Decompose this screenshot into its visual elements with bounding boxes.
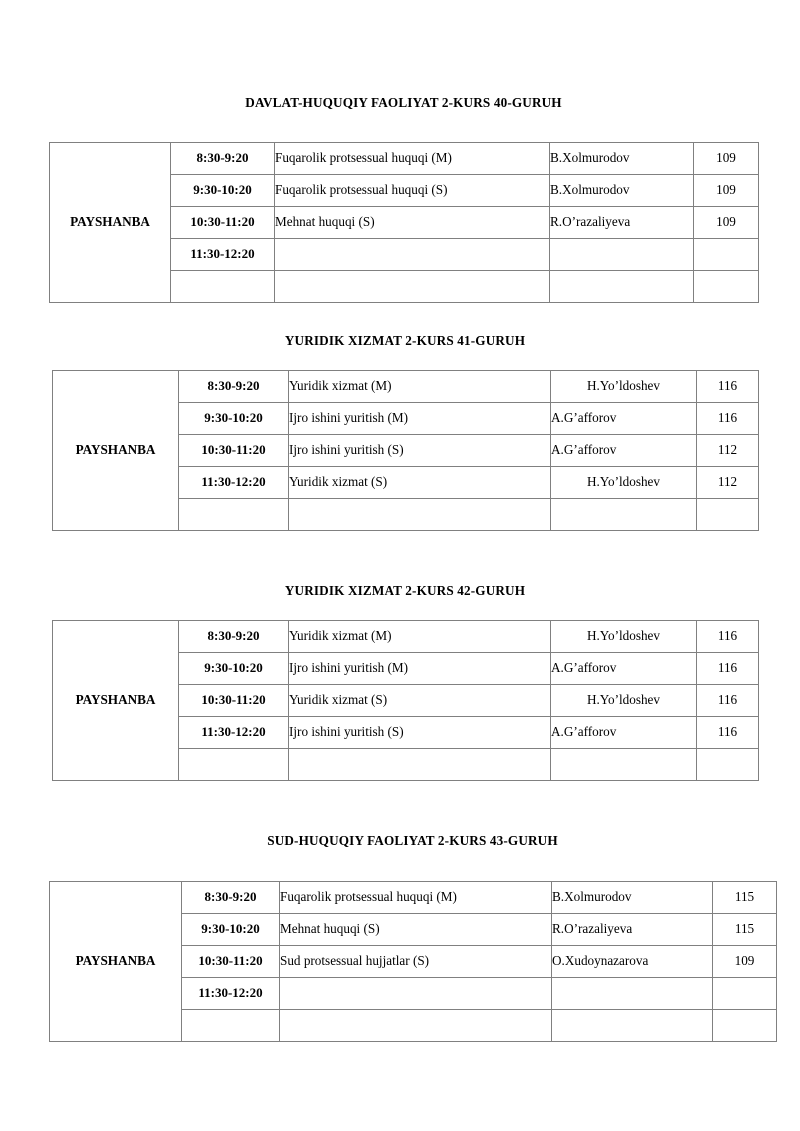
subject-cell: Yuridik xizmat (M) [289,370,551,402]
time-cell: 10:30-11:20 [179,684,289,716]
teacher-cell: B.Xolmurodov [552,881,713,913]
teacher-cell [552,977,713,1009]
time-cell: 9:30-10:20 [182,913,280,945]
room-cell: 109 [694,206,759,238]
time-cell [179,748,289,780]
teacher-cell: R.O’razaliyeva [552,913,713,945]
teacher-cell: H.Yo’ldoshev [551,370,697,402]
schedule-section-3 [52,584,758,781]
room-cell [713,1009,777,1041]
time-cell: 10:30-11:20 [179,434,289,466]
room-cell [697,748,759,780]
teacher-cell: H.Yo’ldoshev [551,684,697,716]
room-cell: 116 [697,716,759,748]
day-cell: PAYSHANBA [50,142,171,302]
day-cell: PAYSHANBA [53,370,179,530]
room-cell: 116 [697,652,759,684]
teacher-cell [551,748,697,780]
subject-cell [280,977,552,1009]
teacher-cell: H.Yo’ldoshev [551,620,697,652]
subject-cell [280,1009,552,1041]
subject-cell: Mehnat huquqi (S) [280,913,552,945]
teacher-cell [552,1009,713,1041]
table-row [50,881,777,913]
time-cell: 8:30-9:20 [171,142,275,174]
room-cell: 112 [697,466,759,498]
teacher-cell: H.Yo’ldoshev [551,466,697,498]
teacher-cell [551,498,697,530]
teacher-cell: B.Xolmurodov [550,142,694,174]
day-cell: PAYSHANBA [50,881,182,1041]
subject-cell: Yuridik xizmat (S) [289,684,551,716]
time-cell: 9:30-10:20 [179,652,289,684]
room-cell: 109 [694,142,759,174]
table-row [50,142,759,174]
subject-cell: Ijro ishini yuritish (M) [289,652,551,684]
teacher-cell: A.G’afforov [551,716,697,748]
subject-cell: Fuqarolik protsessual huquqi (M) [275,142,550,174]
schedule-section-1 [49,96,758,303]
schedule-table-4 [49,881,777,1042]
subject-cell: Fuqarolik protsessual huquqi (S) [275,174,550,206]
subject-cell [289,748,551,780]
time-cell: 10:30-11:20 [171,206,275,238]
room-cell: 116 [697,370,759,402]
time-cell: 11:30-12:20 [171,238,275,270]
room-cell [697,498,759,530]
teacher-cell [550,270,694,302]
room-cell: 115 [713,881,777,913]
time-cell: 10:30-11:20 [182,945,280,977]
time-cell: 9:30-10:20 [179,402,289,434]
teacher-cell [550,238,694,270]
time-cell [179,498,289,530]
room-cell [713,977,777,1009]
time-cell: 11:30-12:20 [179,716,289,748]
teacher-cell: A.G’afforov [551,652,697,684]
teacher-cell: O.Xudoynazarova [552,945,713,977]
room-cell: 109 [694,174,759,206]
time-cell: 8:30-9:20 [179,620,289,652]
subject-cell: Mehnat huquqi (S) [275,206,550,238]
teacher-cell: A.G’afforov [551,402,697,434]
subject-cell: Ijro ishini yuritish (M) [289,402,551,434]
schedule-table-2 [52,370,759,531]
subject-cell [275,238,550,270]
room-cell [694,238,759,270]
time-cell: 8:30-9:20 [179,370,289,402]
teacher-cell: B.Xolmurodov [550,174,694,206]
subject-cell: Sud protsessual hujjatlar (S) [280,945,552,977]
schedule-section-2 [52,334,758,531]
teacher-cell: A.G’afforov [551,434,697,466]
section-title-1: DAVLAT-HUQUQIY FAOLIYAT 2-KURS 40-GURUH [245,95,562,110]
section-title-4: SUD-HUQUQIY FAOLIYAT 2-KURS 43-GURUH [267,833,558,848]
room-cell: 116 [697,684,759,716]
teacher-cell: R.O’razaliyeva [550,206,694,238]
day-cell: PAYSHANBA [53,620,179,780]
subject-cell: Yuridik xizmat (M) [289,620,551,652]
time-cell: 11:30-12:20 [179,466,289,498]
table-row [53,620,759,652]
room-cell: 116 [697,620,759,652]
subject-cell [289,498,551,530]
room-cell [694,270,759,302]
time-cell [171,270,275,302]
room-cell: 112 [697,434,759,466]
subject-cell: Yuridik xizmat (S) [289,466,551,498]
time-cell: 8:30-9:20 [182,881,280,913]
table-row [53,370,759,402]
subject-cell: Ijro ishini yuritish (S) [289,716,551,748]
room-cell: 109 [713,945,777,977]
room-cell: 116 [697,402,759,434]
time-cell [182,1009,280,1041]
subject-cell: Fuqarolik protsessual huquqi (M) [280,881,552,913]
schedule-table-3 [52,620,759,781]
time-cell: 9:30-10:20 [171,174,275,206]
schedule-section-4 [49,834,776,1042]
room-cell: 115 [713,913,777,945]
section-title-3: YURIDIK XIZMAT 2-KURS 42-GURUH [284,583,526,598]
subject-cell [275,270,550,302]
section-title-2: YURIDIK XIZMAT 2-KURS 41-GURUH [284,333,526,348]
time-cell: 11:30-12:20 [182,977,280,1009]
subject-cell: Ijro ishini yuritish (S) [289,434,551,466]
schedule-table-1 [49,142,759,303]
